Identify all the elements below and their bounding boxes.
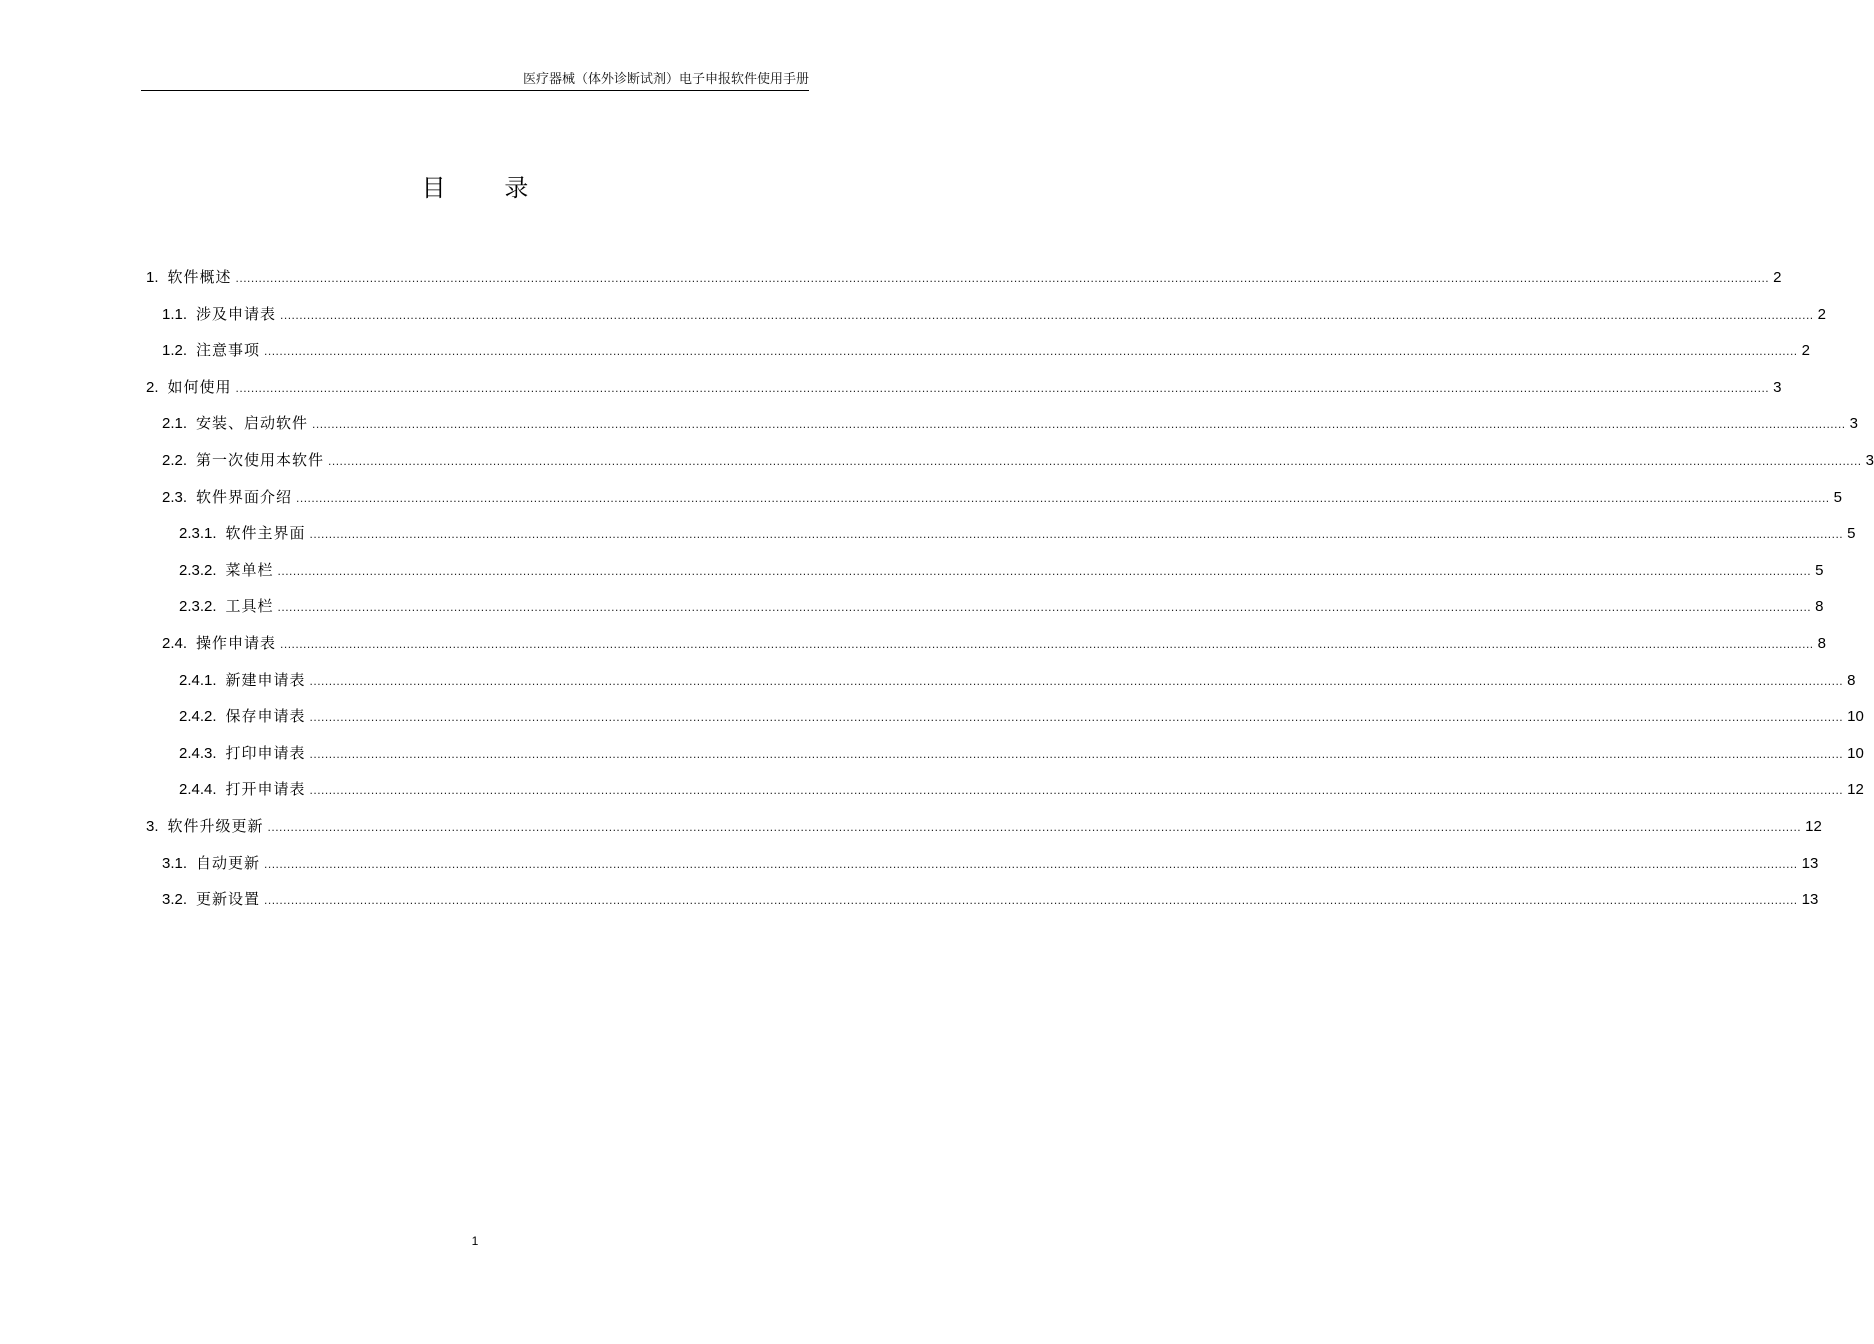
toc-dot-leader: ................................................................................................................................................................................................................................................................................................................................................................................................................ — [235, 271, 1770, 285]
toc-entry-title: 更新设置 — [196, 891, 261, 909]
toc-entry-page: 13 — [1801, 854, 1819, 872]
toc-entry-title: 涉及申请表 — [196, 305, 277, 323]
running-header — [141, 72, 809, 91]
toc-dot-leader: ................................................................................................................................................................................................................................................................................................................................................................................................................ — [309, 746, 1844, 761]
toc-entry-title: 软件主界面 — [225, 525, 306, 543]
toc-entry[interactable] — [162, 449, 1874, 473]
toc-entry-title: 操作申请表 — [196, 635, 277, 652]
toc-entry-page: 3 — [1865, 452, 1874, 469]
toc-entry-number: 2.2. — [162, 452, 188, 469]
toc-entry-page: 3 — [1773, 378, 1782, 396]
toc-entry-title: 软件界面介绍 — [196, 488, 293, 506]
toc-entry-number: 2.4.3. — [179, 744, 217, 762]
toc-title: 目 录 — [421, 175, 555, 202]
toc-entry-page: 12 — [1805, 818, 1822, 835]
toc-entry-page: 8 — [1817, 635, 1826, 652]
toc-entry[interactable] — [179, 705, 1864, 729]
toc-entry-page: 2 — [1801, 342, 1810, 360]
toc-entry-title: 第一次使用本软件 — [196, 452, 325, 469]
toc-entry-number: 3.2. — [162, 891, 188, 909]
toc-entry-title: 软件概述 — [167, 269, 232, 286]
toc-entry-title: 注意事项 — [196, 342, 261, 360]
toc-dot-leader: ................................................................................................................................................................................................................................................................................................................................................................................................................ — [235, 380, 1770, 395]
toc-entry[interactable] — [162, 303, 1826, 327]
running-title: 医疗器械（体外诊断试剂）电子申报软件使用手册 — [522, 71, 809, 86]
toc-entry-number: 2.3.2. — [179, 561, 217, 579]
toc-entry[interactable] — [179, 742, 1864, 766]
toc-entry[interactable] — [179, 559, 1824, 583]
toc-dot-leader: ................................................................................................................................................................................................................................................................................................................................................................................................................ — [328, 454, 1862, 468]
toc-entry-title: 如何使用 — [167, 378, 232, 396]
toc-entry-page: 3 — [1849, 415, 1858, 433]
toc-entry-title: 工具栏 — [225, 598, 274, 616]
toc-entry[interactable] — [146, 376, 1782, 400]
toc-entry-page: 5 — [1847, 525, 1856, 543]
toc-dot-leader: ................................................................................................................................................................................................................................................................................................................................................................................................................ — [309, 673, 1844, 688]
toc-entry-number: 2.3. — [162, 488, 188, 506]
toc-entry[interactable] — [162, 412, 1858, 436]
toc-entry-number: 2. — [146, 378, 159, 396]
toc-entry-number: 2.3.2. — [179, 598, 217, 616]
toc-entry-page: 13 — [1801, 891, 1819, 909]
toc-entry[interactable] — [179, 522, 1856, 546]
toc-entry-title: 打开申请表 — [225, 781, 306, 799]
toc-entry-number: 2.1. — [162, 415, 188, 433]
toc-entry-page: 5 — [1833, 488, 1842, 506]
toc-dot-leader: ................................................................................................................................................................................................................................................................................................................................................................................................................ — [264, 344, 1798, 359]
toc-entry-page: 2 — [1817, 305, 1826, 323]
toc-entry[interactable] — [162, 888, 1819, 912]
toc-dot-leader: ................................................................................................................................................................................................................................................................................................................................................................................................................ — [267, 820, 1802, 834]
toc-entry[interactable] — [162, 486, 1842, 510]
toc-entry-number: 1. — [146, 269, 159, 286]
toc-dot-leader: ................................................................................................................................................................................................................................................................................................................................................................................................................ — [309, 527, 1844, 542]
toc-entry[interactable] — [162, 852, 1819, 876]
toc-entry-page: 12 — [1847, 781, 1864, 799]
toc-dot-leader: ................................................................................................................................................................................................................................................................................................................................................................................................................ — [280, 307, 1814, 322]
toc-dot-leader: ................................................................................................................................................................................................................................................................................................................................................................................................................ — [296, 490, 1830, 505]
toc-entry-title: 安装、启动软件 — [196, 415, 309, 433]
toc-dot-leader: ................................................................................................................................................................................................................................................................................................................................................................................................................ — [280, 637, 1814, 651]
toc-entry-page: 2 — [1773, 269, 1782, 286]
toc-dot-leader: ................................................................................................................................................................................................................................................................................................................................................................................................................ — [264, 856, 1798, 871]
toc-entry-number: 1.1. — [162, 305, 188, 323]
toc-entry-title: 菜单栏 — [225, 561, 274, 579]
toc-entry-number: 2.3.1. — [179, 525, 217, 543]
toc-entry-number: 1.2. — [162, 342, 188, 360]
toc-dot-leader: ................................................................................................................................................................................................................................................................................................................................................................................................................ — [277, 563, 1812, 578]
toc-entry[interactable] — [179, 778, 1864, 802]
toc-entry[interactable] — [146, 266, 1782, 290]
toc-entry-number: 3. — [146, 818, 159, 835]
toc-entry[interactable] — [179, 669, 1856, 693]
toc-entry-number: 2.4.1. — [179, 671, 217, 689]
toc-entry-title: 软件升级更新 — [167, 818, 264, 835]
toc-entry-number: 2.4.4. — [179, 781, 217, 799]
toc-entry-title: 自动更新 — [196, 854, 261, 872]
toc-entry[interactable] — [162, 339, 1810, 363]
toc-entry-page: 5 — [1815, 561, 1824, 579]
toc-entry[interactable] — [179, 595, 1824, 619]
toc-dot-leader: ................................................................................................................................................................................................................................................................................................................................................................................................................ — [309, 710, 1844, 725]
toc-dot-leader: ................................................................................................................................................................................................................................................................................................................................................................................................................ — [277, 600, 1812, 615]
toc-entry[interactable] — [162, 632, 1826, 656]
toc-entry-page: 8 — [1815, 598, 1824, 616]
toc-entry[interactable] — [146, 815, 1822, 839]
page-number: 1 — [471, 1234, 479, 1248]
toc-entry-page: 8 — [1847, 671, 1856, 689]
toc-entry-number: 3.1. — [162, 854, 188, 872]
toc-entry-title: 保存申请表 — [225, 708, 306, 726]
toc-entry-title: 打印申请表 — [225, 744, 306, 762]
toc-entry-page: 10 — [1847, 744, 1864, 762]
toc-entry-number: 2.4. — [162, 635, 188, 652]
toc-dot-leader: ................................................................................................................................................................................................................................................................................................................................................................................................................ — [312, 417, 1846, 432]
toc-entry-number: 2.4.2. — [179, 708, 217, 726]
toc-entry-title: 新建申请表 — [225, 671, 306, 689]
toc-entry-page: 10 — [1847, 708, 1864, 726]
toc-dot-leader: ................................................................................................................................................................................................................................................................................................................................................................................................................ — [264, 893, 1798, 908]
toc-dot-leader: ................................................................................................................................................................................................................................................................................................................................................................................................................ — [309, 783, 1844, 798]
